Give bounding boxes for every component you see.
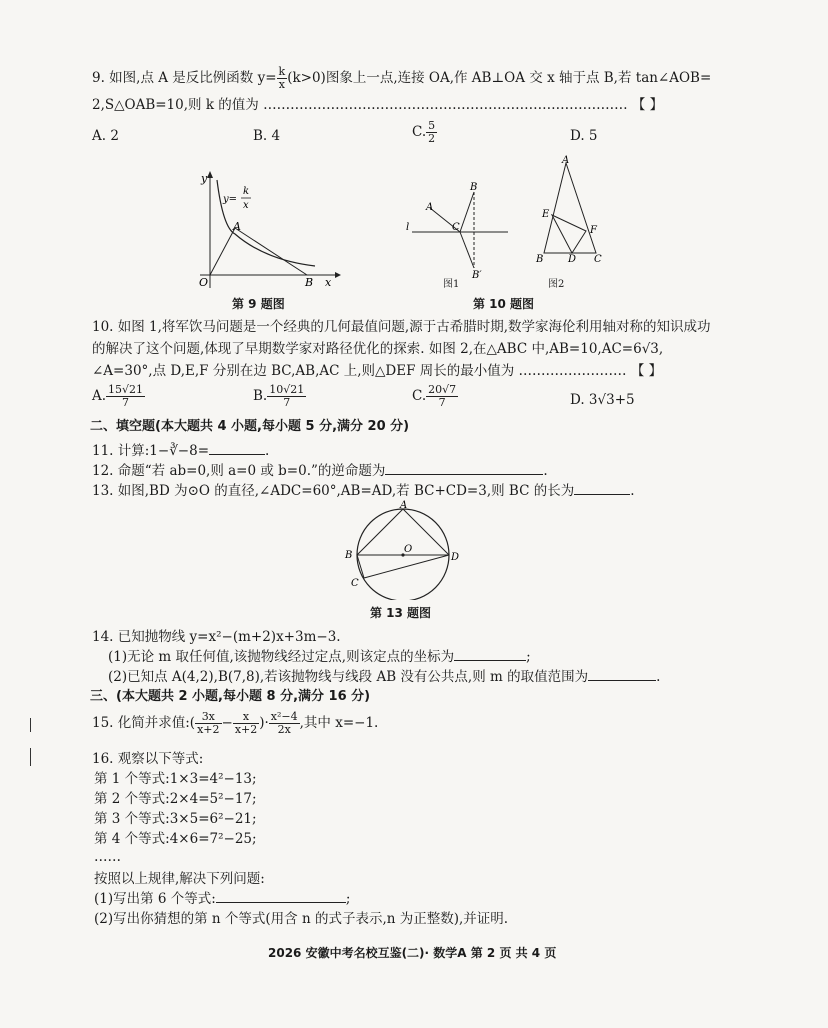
q9-text-a: 9. 如图,点 A 是反比例函数 y= <box>92 70 277 86</box>
q16-rule: 按照以上规律,解决下列问题: <box>94 871 265 887</box>
q13-label-b: B <box>345 550 353 561</box>
q9-option-c-frac <box>426 120 437 145</box>
q9-label-o: O <box>199 276 209 289</box>
q10-f2-label-d: D <box>568 254 577 265</box>
q11-answer-blank <box>209 442 265 455</box>
q10-f1-label-l: l <box>406 222 410 233</box>
q9-option-d: D. 5 <box>570 128 598 144</box>
q14-part1-blank <box>454 648 526 661</box>
q9-option-c-label: C. <box>412 124 427 140</box>
q13-figure <box>340 500 465 600</box>
q9-option-c-den: 2 <box>428 132 436 145</box>
q9-label-x: x <box>325 276 332 289</box>
q15-frac-3-num: x²−4 <box>270 710 298 723</box>
q12: 12. 命题“若 ab=0,则 a=0 或 b=0.”的逆命题为 . <box>92 463 548 479</box>
q14-part1-text: (1)无论 m 取任何值,该抛物线经过定点,则该定点的坐标为 <box>108 649 455 665</box>
q9-label-fx: x <box>243 200 249 211</box>
q15-minus: − <box>221 715 233 731</box>
q15-frac-2-num: x <box>233 711 259 724</box>
q15-frac-3-den: 2x <box>277 723 291 736</box>
q14-part1: (1)无论 m 取任何值,该抛物线经过定点,则该定点的坐标为 ; <box>108 649 531 665</box>
q15-frac-2-den: x+2 <box>234 723 258 736</box>
q10-option-b-den: 7 <box>283 396 291 409</box>
q9-label-feq: y= <box>223 194 238 205</box>
q10-option-b-frac <box>267 384 306 409</box>
q9-label-b: B <box>305 276 314 289</box>
q10-f1-label-c: C <box>452 222 460 233</box>
q16-eq2: 第 2 个等式:2×4=5²−17; <box>94 791 257 807</box>
q15-frac-2 <box>233 711 259 736</box>
q11-text: 11. 计算:1−∛−8= <box>92 443 210 459</box>
q15-tail: ,其中 x=−1. <box>299 715 379 731</box>
q16-part1: (1)写出第 6 个等式: ; <box>94 891 351 907</box>
q13-label-d: D <box>451 552 460 563</box>
q14-part2-blank <box>588 668 656 681</box>
q16-eq3: 第 3 个等式:3×5=6²−21; <box>94 811 257 827</box>
q9-option-c <box>412 120 437 145</box>
section-3-heading: 三、(本大题共 2 小题,每小题 8 分,满分 16 分) <box>90 689 371 704</box>
q10-line3: ∠A=30°,点 D,E,F 分别在边 BC,AB,AC 上,则△DEF 周长的最小值为 …………………… 【 】 <box>92 363 663 379</box>
q10-f1-label-b: B <box>470 182 478 193</box>
q10-f2-label-f: F <box>590 225 597 236</box>
q9-caption: 第 9 题图 <box>232 297 285 311</box>
q9-text-b: (k>0)图象上一点,连接 OA,作 AB⊥OA 交 x 轴于点 B,若 tan∠AOB= <box>287 70 712 86</box>
q13-label-o: O <box>404 544 413 555</box>
q9-segment-oa <box>210 228 235 275</box>
q9-label-a: A <box>233 220 241 233</box>
q13: 13. 如图,BD 为⊙O 的直径,∠ADC=60°,AB=AD,若 BC+CD=3,则 BC 的长为 . <box>92 483 635 499</box>
q15-frac-1-den: x+2 <box>197 723 220 736</box>
q13-text: 13. 如图,BD 为⊙O 的直径,∠ADC=60°,AB=AD,若 BC+CD=3,则 BC 的长为 <box>92 483 575 499</box>
margin-mark <box>30 748 31 766</box>
q11: 11. 计算:1−∛−8= . <box>92 443 270 459</box>
q10-option-b-num: 10√21 <box>269 383 305 396</box>
q9-frac-den: x <box>278 78 285 91</box>
q12-text: 12. 命题“若 ab=0,则 a=0 或 b=0.”的逆命题为 <box>92 463 386 479</box>
q15-frac-1 <box>195 711 221 736</box>
q10-option-b-label: B. <box>253 388 268 404</box>
q9-line2: 2,S△OAB=10,则 k 的值为 ……………………………………………………………………… 【 】 <box>92 97 664 113</box>
q10-option-a-label: A. <box>92 388 107 404</box>
q10-triangle-abc <box>544 163 596 253</box>
margin-mark <box>30 718 31 732</box>
q15-frac-3 <box>269 711 300 736</box>
q15 <box>92 708 378 738</box>
q10-segment-cb <box>460 192 474 232</box>
q10-fig2-caption: 图2 <box>548 279 565 290</box>
page-footer: 2026 安徽中考名校互鉴(二)· 数学A 第 2 页 共 4 页 <box>268 946 557 960</box>
q10-option-a <box>92 384 145 409</box>
q9-graph <box>195 168 345 293</box>
q10-caption: 第 10 题图 <box>473 297 535 311</box>
q10-option-c <box>412 384 458 409</box>
q13-label-c: C <box>351 578 359 589</box>
section-2-heading: 二、填空题(本大题共 4 小题,每小题 5 分,满分 20 分) <box>90 419 410 434</box>
q10-line1: 10. 如图 1,将军饮马问题是一个经典的几何最值问题,源于古希腊时期,数学家海伦利用轴对称的知识成功 <box>92 319 711 335</box>
q9-option-b: B. 4 <box>253 128 281 144</box>
q16-dots: …… <box>94 849 121 865</box>
q13-answer-blank <box>574 482 630 495</box>
q10-option-c-den: 7 <box>438 396 446 409</box>
q13-chord-cd <box>364 555 449 578</box>
q10-f2-label-a: A <box>562 155 570 166</box>
q16-eq1: 第 1 个等式:1×3=4²−13; <box>94 771 257 787</box>
q14-part2: (2)已知点 A(4,2),B(7,8),若该抛物线与线段 AB 没有公共点,则 m 的取值范围为 . <box>108 669 661 685</box>
q10-figure-2 <box>530 155 610 265</box>
q16-part1-blank <box>216 890 346 903</box>
q10-option-c-label: C. <box>412 388 427 404</box>
q9-option-a: A. 2 <box>92 128 119 144</box>
q15-mid: )· <box>259 715 269 731</box>
q10-figure-1 <box>402 180 512 280</box>
q10-option-c-num: 20√7 <box>428 383 457 396</box>
q10-option-a-den: 7 <box>122 396 130 409</box>
q15-label: 15. 化简并求值:( <box>92 715 196 731</box>
q10-f2-label-e: E <box>542 209 550 220</box>
q9-hyperbola <box>217 180 315 266</box>
q12-answer-blank <box>385 462 543 475</box>
q9-option-c-num: 5 <box>428 119 436 132</box>
q16-part1-text: (1)写出第 6 个等式: <box>94 891 216 907</box>
q10-option-c-frac <box>426 384 458 409</box>
q9-y-arrow <box>207 171 213 178</box>
q16-eq4: 第 4 个等式:4×6=7²−25; <box>94 831 257 847</box>
q10-option-a-frac <box>106 384 145 409</box>
q9-label-fk: k <box>243 186 250 197</box>
q15-frac-1-num: 3x <box>195 711 221 724</box>
q13-chord-ab <box>357 509 403 555</box>
q13-label-a: A <box>400 500 408 511</box>
q10-option-b <box>253 384 306 409</box>
q10-triangle-def <box>552 215 586 253</box>
q9-frac-num: k <box>278 65 286 78</box>
q9-fraction <box>277 66 288 91</box>
q10-f2-label-c: C <box>594 254 602 265</box>
q10-line2: 的解决了这个问题,体现了早期数学家对路径优化的探索. 如图 2,在△ABC 中,AB=10,AC=6√3, <box>92 341 664 357</box>
q10-option-a-num: 15√21 <box>108 383 144 396</box>
q10-f1-label-a: A <box>426 202 434 213</box>
q16-stem: 16. 观察以下等式: <box>92 751 204 767</box>
q10-f2-label-b: B <box>536 254 544 265</box>
q10-fig1-caption: 图1 <box>443 279 460 290</box>
q14-stem: 14. 已知抛物线 y=x²−(m+2)x+3m−3. <box>92 629 341 645</box>
q16-part2: (2)写出你猜想的第 n 个等式(用含 n 的式子表示,n 为正整数),并证明. <box>94 911 509 927</box>
q9-line1 <box>92 66 711 91</box>
q10-segment-cbp <box>460 232 474 268</box>
q13-caption: 第 13 题图 <box>370 606 432 620</box>
q10-option-d: D. 3√3+5 <box>570 392 635 408</box>
q14-part2-text: (2)已知点 A(4,2),B(7,8),若该抛物线与线段 AB 没有公共点,则 m 的取值范围为 <box>108 669 589 685</box>
q9-x-arrow <box>335 272 341 278</box>
q9-label-y: y <box>201 172 208 185</box>
q10-f1-label-bp: B′ <box>472 270 482 280</box>
q9-segment-ab <box>235 228 307 275</box>
